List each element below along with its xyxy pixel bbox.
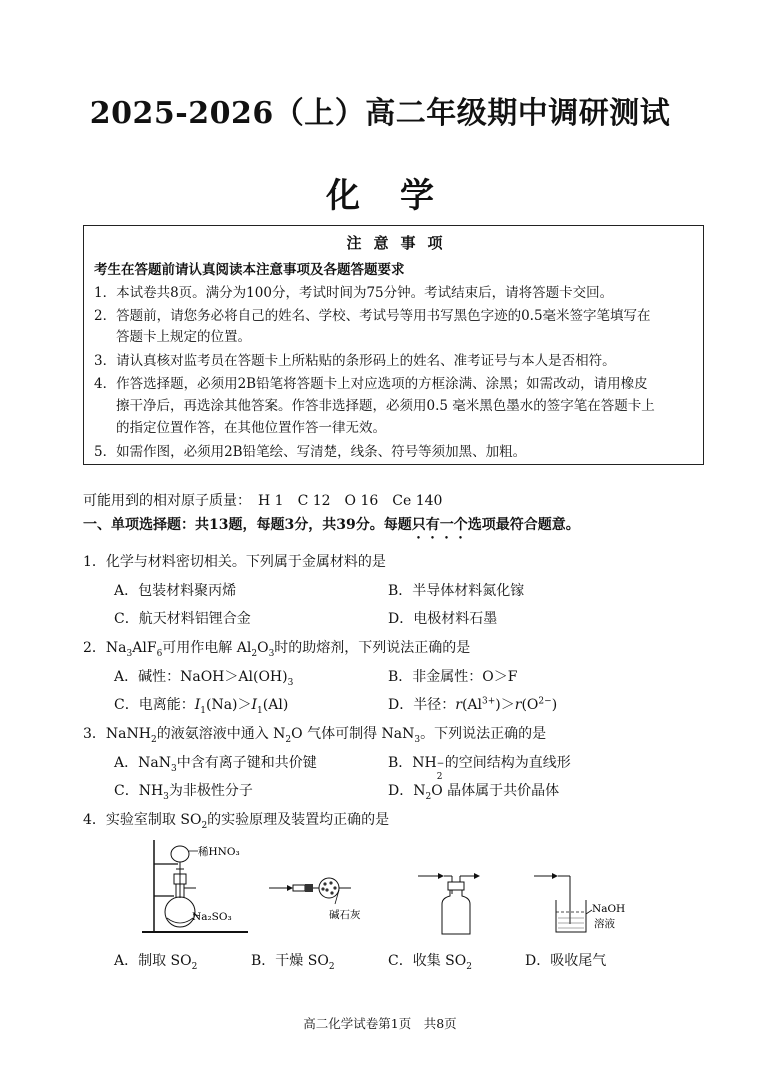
q1-stem: 1．化学与材料密切相关。下列属于金属材料的是 (83, 554, 386, 570)
notice-subtitle: 考生在答题前请认真阅读本注意事项及各题答题要求 (94, 262, 405, 278)
apparatus-a-generator (140, 836, 250, 936)
apparatus-d-absorption (530, 866, 630, 938)
label-na2so3: Na₂SO₃ (192, 911, 232, 923)
notice-item-4-cont2: 的指定位置作答，在其他位置作答一律无效。 (116, 420, 386, 436)
q2-stem: 2．$Na_3AlF_6$可用作电解 $Al_2O_3$时的助熔剂，下列说法正确的是 (83, 640, 471, 659)
apparatus-b-drying-tube (265, 870, 375, 930)
notice-item-5: 5．如需作图，必须用2B铅笔绘、写清楚，线条、符号等须加黑、加粗。 (94, 444, 527, 460)
q4-option-b: B．干燥 $SO_2$ (251, 953, 335, 972)
q1-option-b: B．半导体材料氮化镓 (388, 583, 525, 599)
q3-stem: 3．NaNH$_2$的液氨溶液中通入 $N_2O$ 气体可制得 NaN$_3$。下列说法正确的是 (83, 726, 547, 745)
q4-stem: 4．实验室制取 $SO_2$的实验原理及装置均正确的是 (83, 812, 390, 831)
q2-option-b: B．非金属性：O＞F (388, 669, 518, 685)
q3-option-a: A．NaN$_3$中含有离子键和共价键 (114, 755, 317, 774)
exam-title: 2025-2026（上）高二年级期中调研测试 (89, 96, 671, 131)
notice-item-4-cont1: 擦干净后，再选涂其他答案。作答非选择题，必须用0.5 毫米黑色墨水的签字笔在答题卡上 (116, 398, 655, 414)
q2-option-c: C．电离能：$I_1(Na)>I_1(Al)$ (114, 697, 289, 716)
label-naoh: NaOH (592, 903, 626, 915)
notice-box (83, 225, 704, 465)
emphasis-text: 只有一个 (411, 517, 468, 533)
q1-option-c: C．航天材料铝锂合金 (114, 611, 251, 627)
subject-title: 化学 (326, 176, 474, 216)
notice-item-2-cont: 答题卡上规定的位置。 (116, 329, 251, 345)
notice-item-3: 3．请认真核对监考员在答题卡上所粘贴的条形码上的姓名、准考证号与本人是否相符。 (94, 353, 616, 369)
q4-option-c: C．收集 $SO_2$ (388, 953, 472, 972)
q1-option-d: D．电极材料石墨 (388, 611, 498, 627)
label-solution: 溶液 (594, 918, 615, 930)
q3-option-c: C．$NH_3$为非极性分子 (114, 783, 253, 802)
q4-option-d: D．吸收尾气 (525, 953, 607, 969)
notice-item-1: 1．本试卷共8页。满分为100分，考试时间为75分钟。考试结束后，请将答题卡交回。 (94, 285, 614, 301)
q3-option-b: B．NH − 2 的空间结构为直线形 (388, 755, 571, 782)
q1-option-a: A．包装材料聚丙烯 (114, 583, 237, 599)
notice-item-4: 4．作答选择题，必须用2B铅笔将答题卡上对应选项的方框涂满、涂黑；如需改动，请用橡皮 (94, 376, 648, 392)
label-hno3: 稀HNO₃ (198, 846, 240, 858)
notice-item-2: 2．答题前，请您务必将自己的姓名、学校、考试号等用书写黑色字迹的0.5毫米签字笔填写在 (94, 308, 651, 324)
atomic-masses: 可能用到的相对原子质量： H 1 C 12 O 16 Ce 140 (83, 493, 443, 509)
q2-option-d: D．半径：$r(Al^{3+})>r(O^{2-})$ (388, 696, 558, 713)
section-heading: 一、单项选择题：共13题，每题3分，共39分。每题只有一个选项最符合题意。 (83, 517, 580, 533)
apparatus-c-collection-bottle (412, 862, 502, 940)
q3-option-d: D．$N_2O$ 晶体属于共价晶体 (388, 783, 560, 802)
q2-option-a: A．碱性：$NaOH>Al(OH)_3$ (114, 669, 294, 688)
page-footer: 高二化学试卷第1页 共8页 (303, 1016, 457, 1031)
notice-title: 注意事项 (346, 234, 455, 252)
label-sodalime: 碱石灰 (329, 909, 361, 921)
q4-option-a: A．制取 $SO_2$ (114, 953, 198, 972)
